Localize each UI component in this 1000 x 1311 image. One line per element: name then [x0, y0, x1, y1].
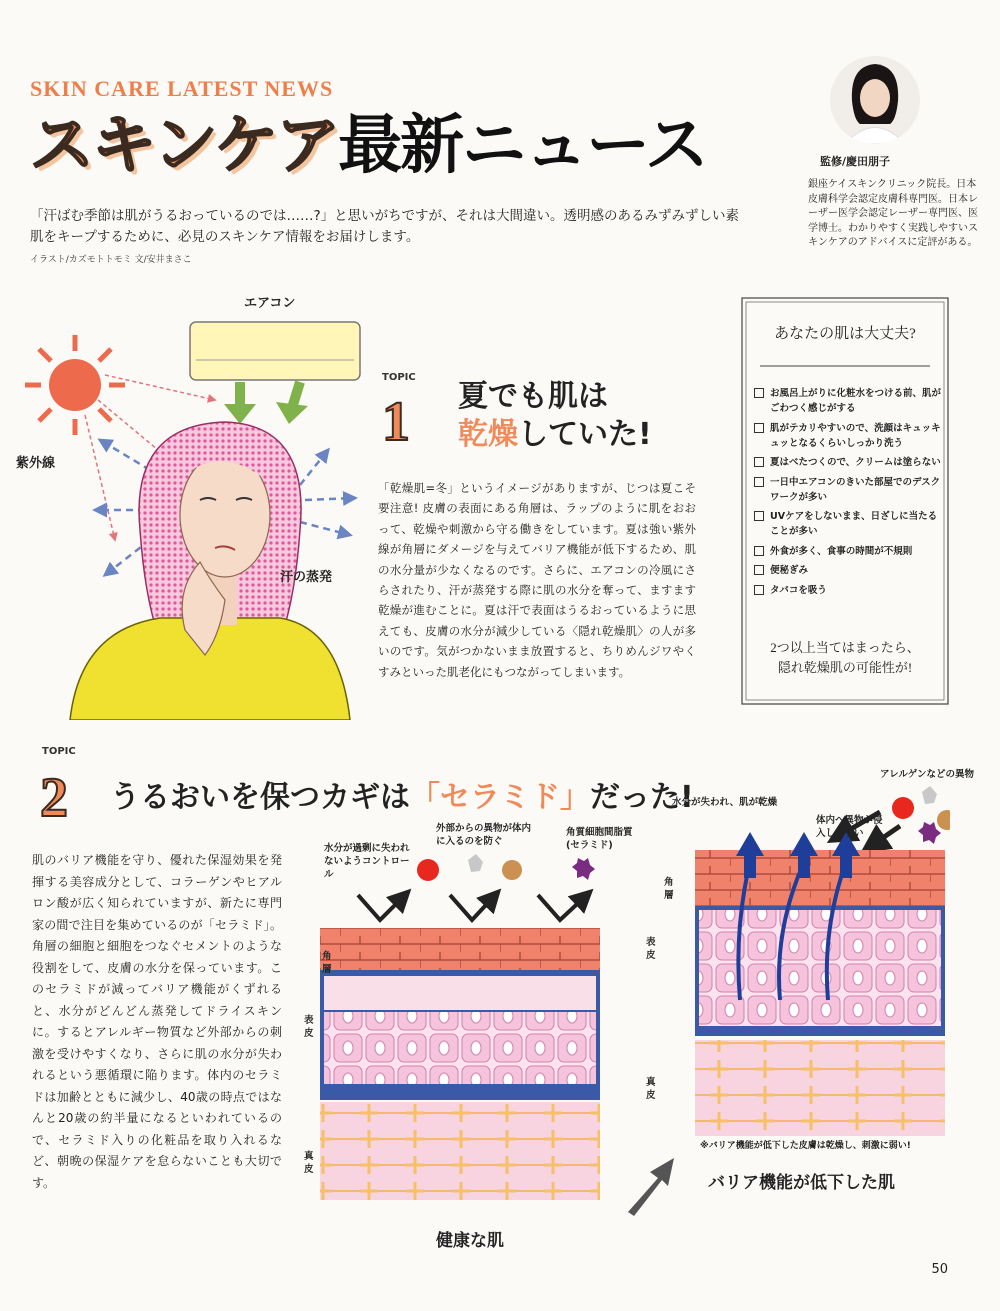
comparison-arrow: [620, 1150, 680, 1220]
damaged-skin-diagram: [650, 770, 950, 1140]
checklist-item[interactable]: 一日中エアコンのきいた部屋でのデスクワークが多い: [754, 475, 944, 505]
uv-label: 紫外線: [16, 456, 56, 471]
checklist-footer: [740, 638, 950, 678]
label-invade: 体内へ異物が侵入しやすい: [816, 815, 883, 839]
topic2-tag: TOPIC: [42, 746, 76, 757]
topic1-number: 1: [382, 391, 410, 453]
layer-shinpi: 真皮: [304, 1151, 314, 1175]
topic2-heading-post: だった!: [590, 780, 694, 815]
checklist-footer-line1: 2つ以上当てはまったら、: [770, 640, 920, 655]
layer-kakuso-2: 角層: [664, 877, 674, 901]
supervisor-portrait: [830, 56, 920, 144]
title-black: 最新ニュース: [338, 109, 707, 183]
checklist-item[interactable]: 夏はべたつくので、クリームは塗らない: [754, 455, 944, 470]
title-orange: スキンケア: [30, 109, 339, 183]
topic2-heading-pre: うるおいを保つカギは: [110, 780, 410, 815]
checklist-item[interactable]: 便秘ぎみ: [754, 563, 944, 578]
label-allergen: アレルゲンなどの異物: [880, 769, 975, 780]
topic1-tag: TOPIC: [382, 372, 416, 383]
topic2-body: 肌のバリア機能を守り、優れた保湿効果を発揮する美容成分として、コラーゲンやヒアルロン酸が広く知られていますが、新たに専門家の間で注目を集めているのが「セラミド」。角層の細胞と細胞をつなぐセメントのような役割をして、皮膚の水分を保っています。このセラミドが減ってバリア機能がくずれると、水分がどんどん蒸発してドライスキンに。するとアレルギー物質など外部からの刺激を受けやすくなり、さらに肌の水分が失われるという悪循環に陥ります。体内のセラミドは加齢とともに減少し、40歳の時点ではなんと20歳の約半量になるといわれているので、セラミド入りの化粧品を取り入れるなど、朝晩の保湿ケアを怠らないことも大切です。: [32, 853, 282, 1190]
label-block: 外部からの異物が体内に入るのを防ぐ: [436, 823, 532, 847]
sweat-label: 汗の蒸発: [280, 570, 333, 585]
topic1-heading-line1: 夏でも肌は: [458, 379, 608, 414]
layer-hyohi-2: 表皮: [646, 937, 656, 961]
label-dry: 水分が失われ、肌が乾燥: [672, 797, 778, 808]
checklist-item[interactable]: お風呂上がりに化粧水をつける前、肌がごわつく感じがする: [754, 386, 944, 416]
layer-shinpi-2: 真皮: [646, 1077, 656, 1101]
checklist-items: [754, 386, 944, 602]
layer-kakuso: 角層: [322, 951, 332, 975]
supervisor-bio: 銀座ケイスキンクリニック院長。日本皮膚科学会認定皮膚科専門医。日本レーザー医学会認定レーザー専門医、医学博士。わかりやすく実践しやすいスキンケアのアドバイスに定評がある。: [808, 179, 978, 248]
checklist-item[interactable]: 肌がテカリやすいので、洗顔はキュッキュッとなるくらいしっかり洗う: [754, 421, 944, 451]
topic2-number: 2: [40, 767, 68, 829]
checklist-item[interactable]: UVケアをしないまま、日ざしに当たることが多い: [754, 509, 944, 539]
supervisor-label: 監修/慶田朋子: [820, 155, 891, 168]
damaged-note: ※バリア機能が低下した皮膚は乾燥し、刺激に弱い!: [700, 1141, 911, 1151]
checklist-item[interactable]: 外食が多く、食事の時間が不規則: [754, 544, 944, 559]
topic1-heading-orange: 乾燥: [458, 417, 518, 452]
label-control: 水分が過剰に失われないようコントロール: [324, 843, 410, 880]
topic1-heading: [458, 378, 652, 454]
page-title: [30, 106, 707, 186]
topic2-heading-orange: 「セラミド」: [410, 780, 590, 815]
checklist-box: [740, 296, 950, 706]
topic1-body: 「乾燥肌=冬」というイメージがありますが、じつは夏こそ要注意! 皮膚の表面にある角層は、ラップのように肌をおおって、乾燥や刺激から守る働きをしています。夏は強い紫外線が角層にダメージを与えてバリア機能が低下するため、肌の水分量が少なくなるのです。さらに、エアコンの冷風にさらされたり、汗が蒸発する際に肌の水分を奪って、ますます乾燥が進むことに。夏は汗で表面はうるおっているように思えても、皮膚の水分が減少している〈隠れ乾燥肌〉の人が多いのです。気がつかないまま放置すると、ちりめんジワやくすみといった肌老化にもつながってしまいます。: [378, 481, 696, 679]
checklist-item[interactable]: タバコを吸う: [754, 583, 944, 598]
credit-text: イラスト/カズモトトモミ 文/安井まさこ: [30, 255, 192, 265]
summer-illustration: [10, 300, 370, 720]
kicker: SKIN CARE LATEST NEWS: [30, 76, 334, 101]
topic1-heading-rest: していた!: [518, 417, 652, 452]
checklist-title: あなたの肌は大丈夫?: [774, 326, 916, 342]
layer-hyohi: 表皮: [304, 1015, 314, 1039]
caption-damaged: バリア機能が低下した肌: [708, 1173, 895, 1193]
lead-text: 「汗ばむ季節は肌がうるおっているのでは……?」と思いがちですが、それは大間違い。透明感のあるみずみずしい素肌をキープするために、必見のスキンケア情報をお届けします。: [30, 208, 740, 245]
healthy-skin-diagram: [300, 840, 620, 1220]
page-number: 50: [931, 1262, 948, 1277]
topic2-heading: [110, 772, 694, 816]
label-ceramide: 角質細胞間脂質(セラミド): [566, 827, 633, 851]
aircon-label: エアコン: [244, 296, 296, 311]
caption-healthy: 健康な肌: [436, 1231, 504, 1251]
checklist-footer-line2: 隠れ乾燥肌の可能性が!: [777, 660, 913, 675]
